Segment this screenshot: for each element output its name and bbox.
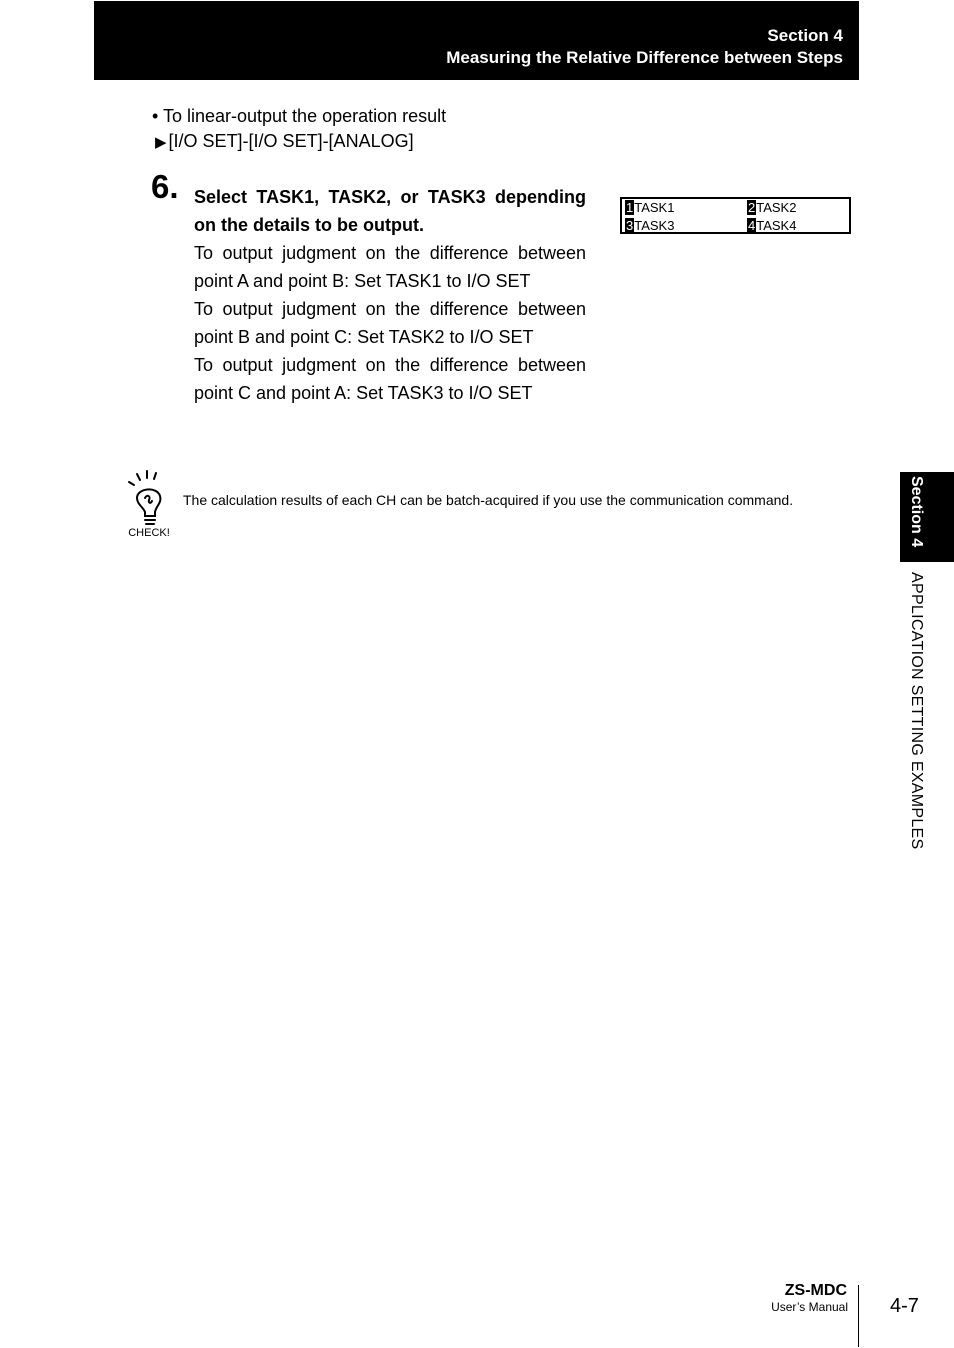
menu-path-text: [I/O SET]-[I/O SET]-[ANALOG] (168, 131, 414, 151)
play-arrow-icon: ▶ (155, 134, 167, 151)
lightbulb-icon (123, 470, 175, 540)
lcd-display (620, 197, 851, 234)
lcd-item-task1 (625, 200, 674, 215)
page-number: 4-7 (890, 1295, 919, 1317)
lcd-item-number: 3 (626, 218, 634, 233)
step-paragraph-3: To output judgment on the difference between point C and point A: Set TASK3 to I/O SET (194, 355, 586, 403)
check-note: The calculation results of each CH can be batch-acquired if you use the communication command. (183, 492, 794, 508)
step-paragraph-1: To output judgment on the difference between point A and point B: Set TASK1 to I/O SET (194, 243, 586, 291)
footer-divider (858, 1285, 859, 1347)
step-body (194, 183, 586, 407)
check-label: CHECK! (128, 527, 170, 539)
lcd-item-label: TASK2 (756, 200, 797, 215)
step-paragraph-2: To output judgment on the difference between point B and point C: Set TASK2 to I/O SET (194, 299, 586, 347)
footer-product: ZS-MDC (784, 1282, 847, 1299)
section-header (94, 1, 859, 80)
side-chapter-title: APPLICATION SETTING EXAMPLES (908, 572, 925, 850)
header-title: Measuring the Relative Difference between Steps (446, 48, 843, 67)
lcd-item-label: TASK4 (756, 218, 797, 233)
header-section: Section 4 (767, 26, 843, 45)
lcd-item-task3 (625, 218, 674, 233)
step-title: Select TASK1, TASK2, or TASK3 depending on the details to be output. (194, 187, 586, 235)
menu-path (155, 131, 414, 152)
intro-bullet: • To linear-output the operation result (152, 106, 447, 126)
lcd-item-label: TASK1 (634, 200, 675, 215)
lcd-item-number: 2 (748, 200, 756, 215)
lcd-item-task4 (747, 218, 796, 233)
side-tab-label: Section 4 (908, 476, 925, 548)
footer-manual: User’s Manual (771, 1300, 848, 1314)
check-lightbulb-icon (123, 470, 175, 540)
lcd-item-task2 (747, 200, 796, 215)
lcd-item-number: 4 (748, 218, 756, 233)
lcd-item-label: TASK3 (634, 218, 675, 233)
lcd-item-number: 1 (626, 200, 634, 215)
step-number: 6. (151, 168, 179, 205)
